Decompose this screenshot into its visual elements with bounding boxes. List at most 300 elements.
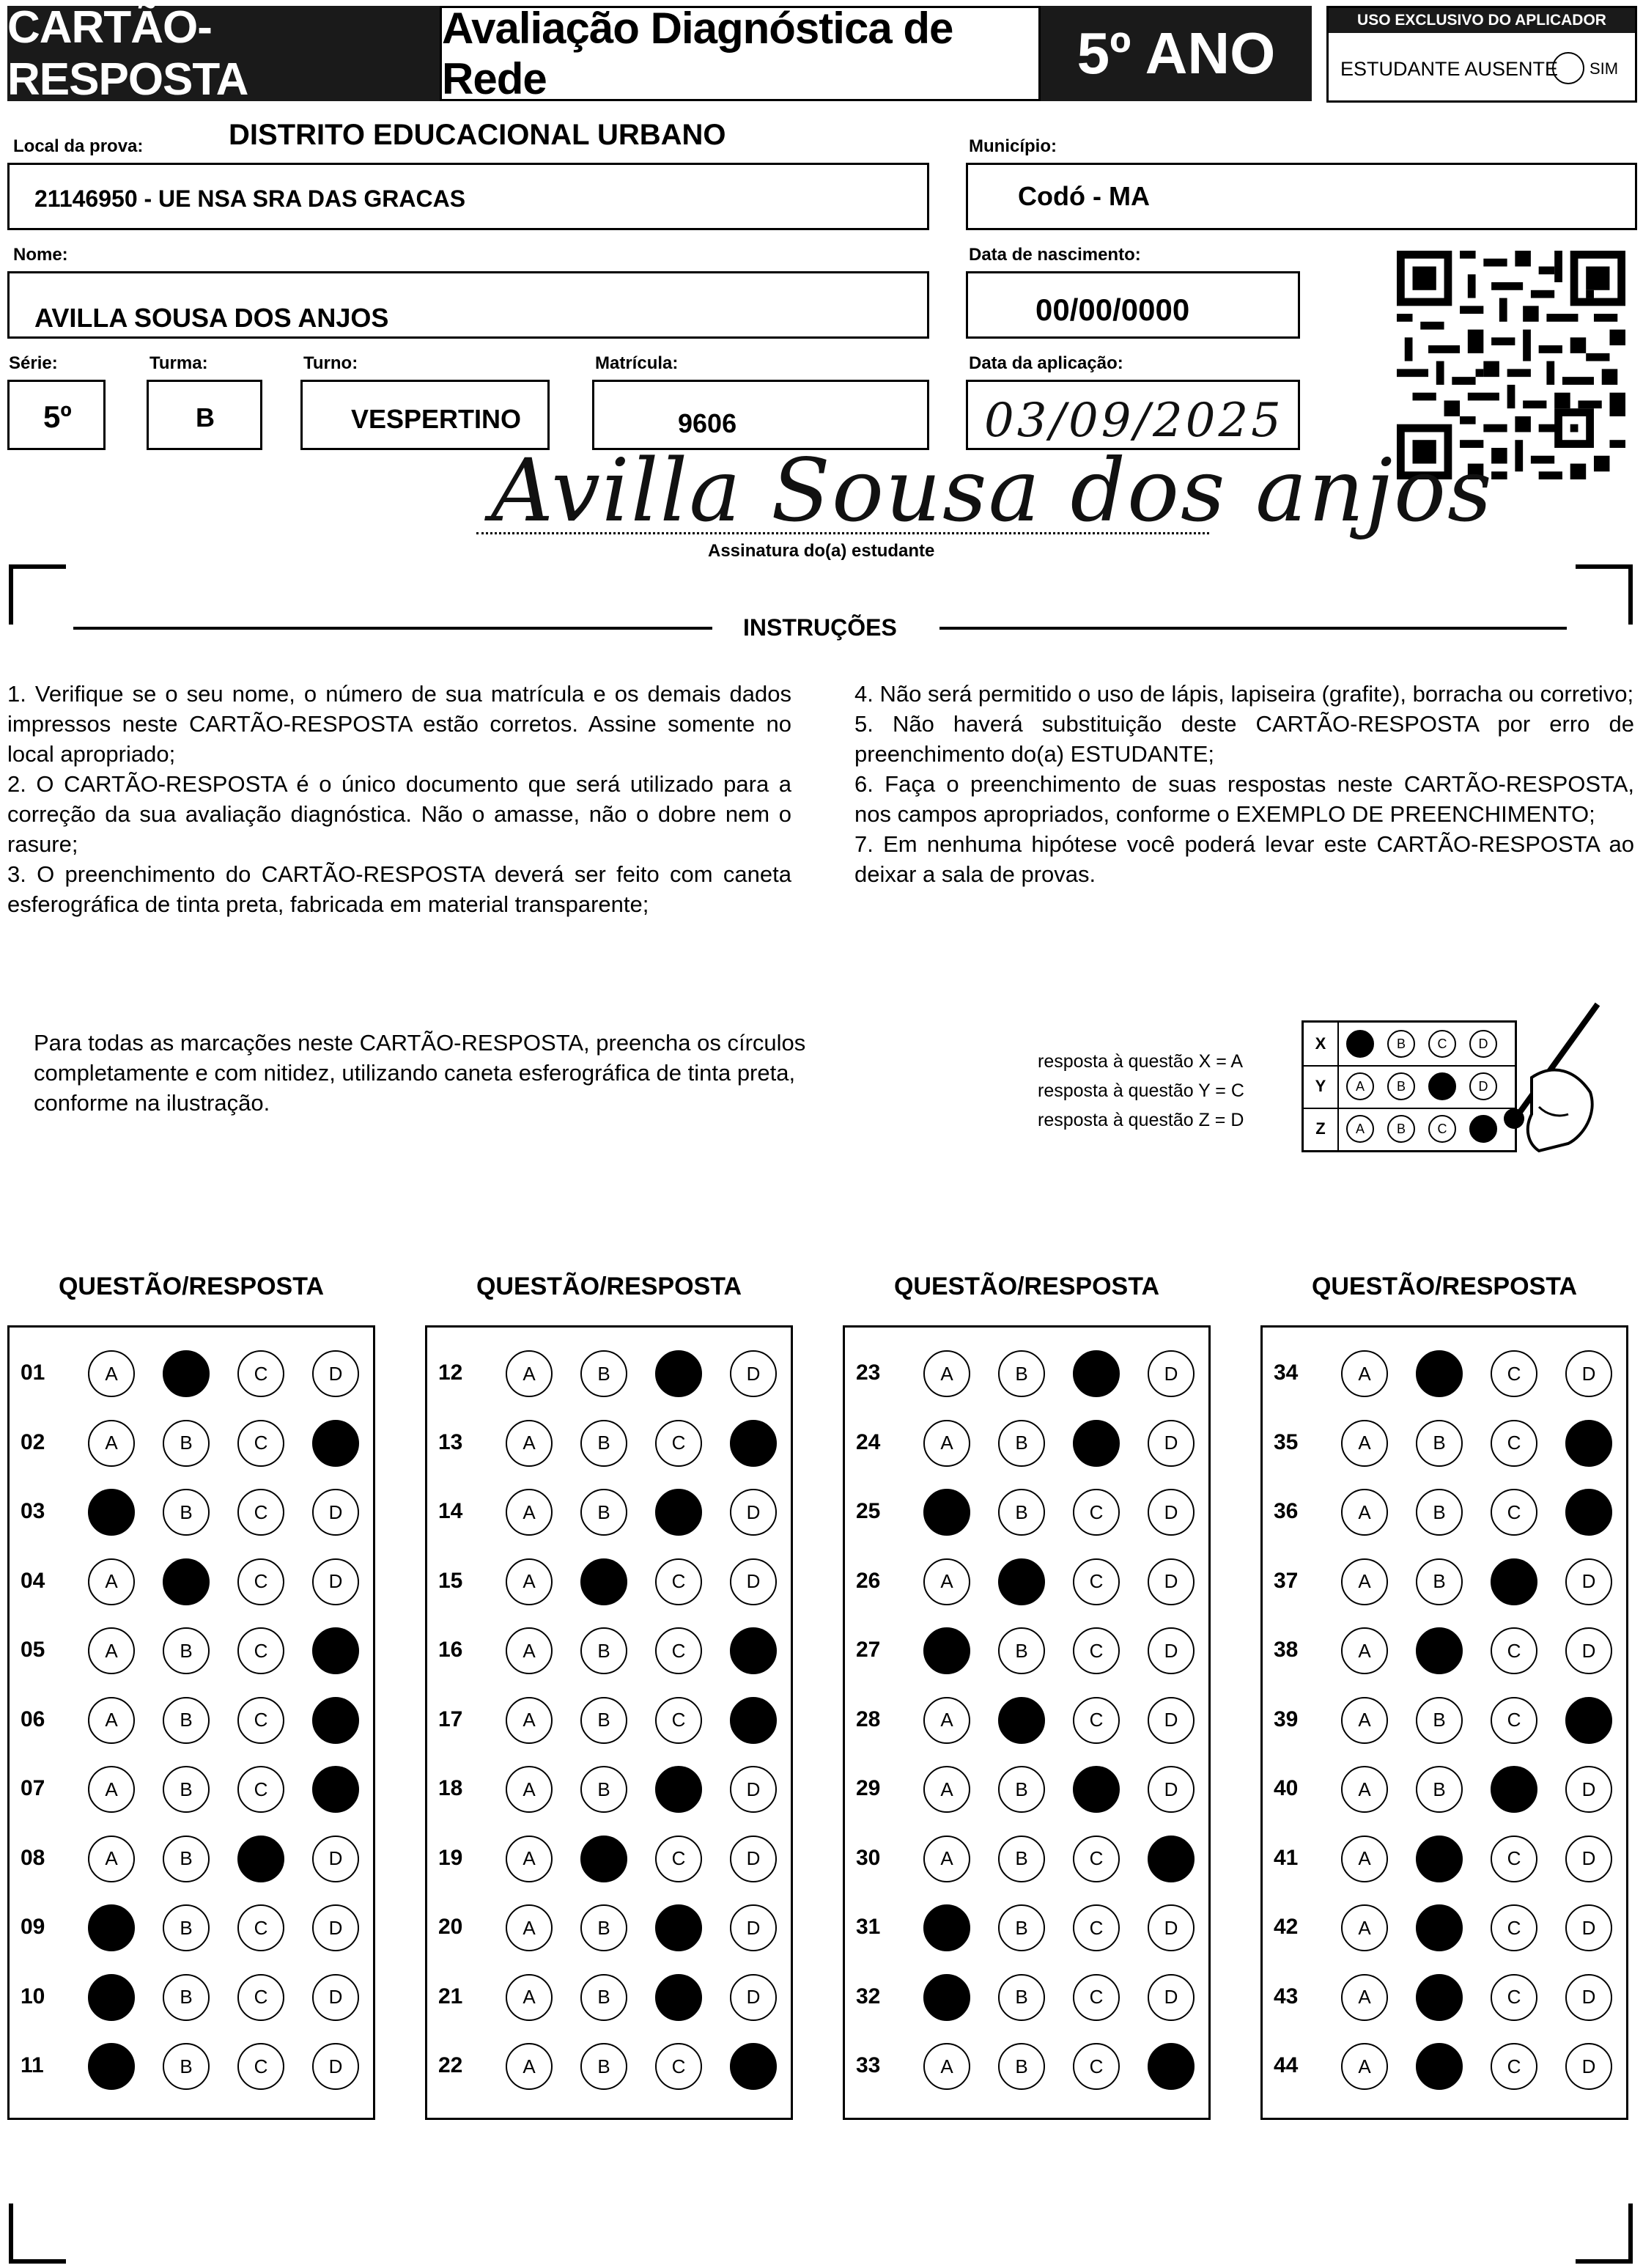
example-question-label: Z [1315,1119,1326,1138]
corner-tl-h [9,564,66,569]
answer-bubble-d[interactable]: D [312,1489,359,1536]
answer-bubble-d[interactable]: D [730,1836,777,1882]
corner-bl-h [9,2259,66,2264]
answer-bubble-b[interactable]: B [580,1489,627,1536]
question-number: 10 [21,1984,45,2009]
question-number: 41 [1274,1845,1299,1870]
instructions-rule-right [939,627,1567,630]
answer-bubble-d[interactable]: D [312,1558,359,1605]
answer-bubble-a[interactable]: A [506,1766,553,1813]
instructions-right [854,679,1634,889]
corner-tr-v [1628,564,1633,625]
turma-value: B [196,402,215,432]
example-bubble-a: A [1346,1072,1374,1100]
question-number: 27 [856,1638,881,1662]
answer-bubble-c[interactable] [655,1904,702,1951]
question-number: 23 [856,1361,881,1385]
answer-bubble-d[interactable]: D [1148,1697,1195,1744]
serie-label: Série: [9,353,58,373]
question-number: 08 [21,1845,45,1870]
answer-bubble-d[interactable] [730,1420,777,1467]
answer-bubble-a[interactable]: A [923,1350,970,1397]
answer-bubble-a[interactable] [923,1627,970,1674]
question-number: 04 [21,1568,45,1593]
answer-bubble-c[interactable] [1073,1766,1120,1813]
answer-bubble-c[interactable]: C [237,1766,284,1813]
answer-bubble-a[interactable]: A [1341,2043,1388,2090]
turno-label: Turno: [303,353,358,373]
signature-label: Assinatura do(a) estudante [708,541,935,561]
nascimento-value: 00/00/0000 [1035,292,1190,327]
applicator-box [1326,6,1637,103]
municipio-field [966,163,1637,230]
answer-bubble-d[interactable] [730,1627,777,1674]
instruction-4: 4. Não será permitido o uso de lápis, lapiseira (grafite), borracha ou corretivo; [854,681,1634,707]
question-number: 18 [438,1776,463,1800]
municipio-label: Município: [969,136,1057,156]
answer-bubble-a[interactable]: A [88,1558,135,1605]
serie-field [7,380,106,450]
answer-bubble-c[interactable]: C [237,1420,284,1467]
example-bubble-b: B [1387,1030,1415,1058]
question-number: 26 [856,1568,881,1593]
answer-bubble-c[interactable]: C [655,1697,702,1744]
answer-bubble-d[interactable]: D [730,1350,777,1397]
local-label: Local da prova: [13,136,144,156]
answer-bubble-a[interactable]: A [506,1489,553,1536]
applicator-label: USO EXCLUSIVO DO APLICADOR [1329,8,1635,33]
example-question-label: X [1315,1034,1326,1053]
answer-bubble-c[interactable] [655,1766,702,1813]
instruction-1: 1. Verifique se o seu nome, o número de sua matrícula e os demais dados impressos neste CARTÃO-RESPOSTA estão corretos. Assine somente no local apropriado; [7,681,791,767]
answer-bubble-c[interactable]: C [237,2043,284,2090]
example-question-label: Y [1315,1077,1326,1095]
answer-bubble-c[interactable]: C [655,2043,702,2090]
answer-bubble-c[interactable]: C [1491,1627,1537,1674]
answer-bubble-b[interactable]: B [1416,1766,1463,1813]
question-number: 43 [1274,1984,1299,2009]
example-bubble-b: B [1387,1115,1415,1143]
local-field [7,163,929,230]
answer-bubble-b[interactable]: B [1416,1489,1463,1536]
answer-column-header: QUESTÃO/RESPOSTA [476,1273,742,1300]
question-number: 44 [1274,2053,1299,2077]
question-number: 17 [438,1706,463,1731]
question-number: 07 [21,1776,45,1800]
answer-bubble-a[interactable] [923,1904,970,1951]
answer-bubble-d[interactable]: D [1565,1904,1612,1951]
aplicacao-value: 03/09/2025 [984,394,1284,448]
fill-note: Para todas as marcações neste CARTÃO-RESPOSTA, preencha os círculos completamente e com nitidez, utilizando caneta esferográfica de tinta preta, conforme na ilustração. [34,1030,806,1116]
answer-bubble-c[interactable] [1073,1350,1120,1397]
answer-bubble-b[interactable]: B [163,1697,210,1744]
answer-bubble-d[interactable]: D [1148,1627,1195,1674]
question-number: 37 [1274,1568,1299,1593]
question-number: 20 [438,1915,463,1939]
answer-bubble-b[interactable]: B [163,2043,210,2090]
matricula-value: 9606 [678,408,737,438]
answer-bubble-d[interactable] [730,1697,777,1744]
answer-bubble-a[interactable]: A [1341,1420,1388,1467]
turno-value: VESPERTINO [351,404,522,434]
answer-bubble-b[interactable]: B [163,1627,210,1674]
answer-bubble-b[interactable] [1416,1974,1463,2021]
answer-bubble-a[interactable]: A [923,1558,970,1605]
answer-bubble-c[interactable]: C [1073,1974,1120,2021]
answer-bubble-d[interactable]: D [312,1836,359,1882]
answer-bubble-c[interactable]: C [237,1558,284,1605]
answer-bubble-a[interactable]: A [88,1420,135,1467]
answer-bubble-d[interactable]: D [730,1558,777,1605]
answer-bubble-d[interactable]: D [730,1904,777,1951]
answer-bubble-c[interactable] [237,1836,284,1882]
question-number: 01 [21,1361,45,1385]
card-title: CARTÃO-RESPOSTA [7,2,248,105]
answer-bubble-c[interactable]: C [655,1420,702,1467]
example-bubble-b: B [1387,1072,1415,1100]
example-line-z: resposta à questão Z = D [1038,1110,1244,1130]
answer-bubble-b[interactable] [1416,1627,1463,1674]
answer-bubble-d[interactable] [1565,1489,1612,1536]
answer-bubble-b[interactable]: B [163,1489,210,1536]
answer-bubble-a[interactable]: A [506,1697,553,1744]
question-number: 42 [1274,1915,1299,1939]
answer-bubble-a[interactable] [923,1974,970,2021]
example-table [1302,1020,1517,1152]
answer-bubble-b[interactable] [1416,1904,1463,1951]
answer-bubble-c[interactable]: C [1491,1489,1537,1536]
answer-bubble-b[interactable] [1416,1836,1463,1882]
signature: Avilla Sousa dos anjos [491,440,1494,541]
answer-bubble-a[interactable] [923,1489,970,1536]
instructions-rule-left [73,627,712,630]
answer-bubble-d[interactable]: D [1148,1766,1195,1813]
answer-bubble-c[interactable]: C [1073,1489,1120,1536]
instruction-6: 6. Faça o preenchimento de suas respostas neste CARTÃO-RESPOSTA, nos campos apropriados, conforme o EXEMPLO DE PREENCHIMENTO; [854,771,1634,827]
example-bubble-c [1428,1072,1456,1100]
answer-bubble-c[interactable] [1491,1766,1537,1813]
answer-bubble-c[interactable]: C [655,1836,702,1882]
answer-bubble-c[interactable] [655,1974,702,2021]
question-number: 35 [1274,1429,1299,1454]
answer-bubble-d[interactable]: D [1148,1420,1195,1467]
answer-bubble-c[interactable]: C [237,1627,284,1674]
question-number: 33 [856,2053,881,2077]
answer-bubble-d[interactable]: D [1565,1350,1612,1397]
example-bubble-c: C [1428,1115,1456,1143]
example-line-y: resposta à questão Y = C [1038,1080,1244,1101]
question-number: 39 [1274,1706,1299,1731]
question-number: 30 [856,1845,881,1870]
answer-bubble-c[interactable]: C [1491,1420,1537,1467]
example-line-x: resposta à questão X = A [1038,1051,1244,1072]
answer-bubble-b[interactable]: B [580,1350,627,1397]
question-number: 13 [438,1429,463,1454]
turma-field [147,380,262,450]
answer-bubble-b[interactable] [580,1558,627,1605]
answer-bubble-b[interactable]: B [580,1766,627,1813]
answer-bubble-d[interactable]: D [312,1350,359,1397]
answer-bubble-a[interactable]: A [506,1627,553,1674]
answer-bubble-d[interactable]: D [1565,2043,1612,2090]
instructions-title: INSTRUÇÕES [743,614,897,641]
answer-bubble-d[interactable]: D [1148,1558,1195,1605]
answer-bubble-d[interactable]: D [1148,1489,1195,1536]
pen-hand-icon [1488,997,1612,1173]
answer-bubble-c[interactable] [1491,1558,1537,1605]
local-value: 21146950 - UE NSA SRA DAS GRACAS [34,185,466,212]
answer-bubble-a[interactable]: A [506,1974,553,2021]
question-number: 11 [21,2053,44,2077]
answer-column-header: QUESTÃO/RESPOSTA [893,1273,1160,1300]
question-number: 14 [438,1499,463,1523]
answer-bubble-d[interactable]: D [312,1974,359,2021]
answer-bubble-a[interactable]: A [88,1766,135,1813]
answer-bubble-c[interactable]: C [655,1558,702,1605]
answer-bubble-a[interactable]: A [1341,1697,1388,1744]
answer-bubble-c[interactable]: C [1491,1974,1537,2021]
answer-bubble-d[interactable]: D [312,1904,359,1951]
answer-bubble-d[interactable]: D [1148,1974,1195,2021]
turma-label: Turma: [149,353,208,373]
answer-bubble-d[interactable] [1148,2043,1195,2090]
answer-bubble-b[interactable]: B [580,2043,627,2090]
question-number: 09 [21,1915,45,1939]
answer-bubble-d[interactable]: D [730,1974,777,2021]
corner-tr-h [1576,564,1633,569]
answer-bubble-a[interactable]: A [506,1420,553,1467]
answer-bubble-d[interactable] [312,1766,359,1813]
question-number: 02 [21,1429,45,1454]
answer-bubble-c[interactable]: C [1491,1697,1537,1744]
example-bubble-d: D [1469,1030,1497,1058]
nome-field [7,271,929,339]
question-number: 29 [856,1776,881,1800]
answer-bubble-d[interactable]: D [1148,1904,1195,1951]
answer-bubble-b[interactable]: B [998,1420,1045,1467]
answer-bubble-a[interactable]: A [88,1836,135,1882]
answer-bubble-a[interactable]: A [506,1904,553,1951]
answer-bubble-b[interactable] [1416,2043,1463,2090]
answer-bubble-c[interactable]: C [1491,1350,1537,1397]
answer-bubble-c[interactable]: C [1491,2043,1537,2090]
answer-bubble-b[interactable]: B [998,1904,1045,1951]
answer-bubble-b[interactable] [1416,1350,1463,1397]
answer-bubble-b[interactable]: B [163,1836,210,1882]
card-title-bar [7,2,440,105]
answer-bubble-a[interactable]: A [506,1558,553,1605]
answer-bubble-a[interactable]: A [506,2043,553,2090]
question-number: 38 [1274,1638,1299,1662]
answer-bubble-d[interactable] [1565,1420,1612,1467]
answer-bubble-b[interactable]: B [998,1974,1045,2021]
answer-bubble-a[interactable]: A [923,1697,970,1744]
answer-bubble-a[interactable] [88,1489,135,1536]
absent-label: ESTUDANTE AUSENTE [1340,58,1559,80]
answer-bubble-c[interactable]: C [1073,2043,1120,2090]
answer-bubble-c[interactable]: C [1073,1904,1120,1951]
grade-label: 5º ANO [1077,21,1276,86]
answer-bubble-b[interactable]: B [580,1904,627,1951]
answer-bubble-a[interactable]: A [88,1350,135,1397]
answer-bubble-a[interactable]: A [1341,1904,1388,1951]
answer-bubble-d[interactable]: D [1565,1558,1612,1605]
nome-value: AVILLA SOUSA DOS ANJOS [34,303,389,333]
answer-bubble-a[interactable] [88,1974,135,2021]
answer-bubble-c[interactable] [655,1350,702,1397]
example-bubble-c: C [1428,1030,1456,1058]
answer-bubble-b[interactable]: B [998,1489,1045,1536]
instruction-3: 3. O preenchimento do CARTÃO-RESPOSTA deverá ser feito com caneta esferográfica de tinta preta, fabricada em material transparente; [7,861,791,917]
answer-bubble-d[interactable] [1565,1697,1612,1744]
answer-bubble-a[interactable]: A [923,1766,970,1813]
answer-bubble-b[interactable]: B [163,1904,210,1951]
answer-bubble-a[interactable] [88,1904,135,1951]
answer-bubble-b[interactable]: B [163,1420,210,1467]
example-lines [1038,1047,1272,1135]
answer-bubble-b[interactable]: B [163,1766,210,1813]
answer-bubble-b[interactable]: B [580,1697,627,1744]
answer-bubble-b[interactable]: B [580,1974,627,2021]
answer-bubble-b[interactable]: B [1416,1420,1463,1467]
matricula-label: Matrícula: [595,353,679,373]
question-number: 19 [438,1845,463,1870]
absent-option: SIM [1590,59,1619,78]
answer-bubble-b[interactable]: B [1416,1697,1463,1744]
question-number: 28 [856,1706,881,1731]
answer-bubble-b[interactable]: B [998,1627,1045,1674]
answer-bubble-a[interactable]: A [506,1350,553,1397]
answer-bubble-d[interactable]: D [730,1489,777,1536]
answer-bubble-b[interactable]: B [998,1766,1045,1813]
answer-bubble-b[interactable] [998,1697,1045,1744]
answer-bubble-c[interactable]: C [237,1350,284,1397]
question-number: 05 [21,1638,45,1662]
signature-line [476,532,1209,534]
exam-title: Avaliação Diagnóstica de Rede [442,4,953,103]
answer-bubble-c[interactable]: C [1073,1627,1120,1674]
answer-bubble-c[interactable]: C [1073,1836,1120,1882]
answer-bubble-a[interactable]: A [1341,1558,1388,1605]
answer-bubble-c[interactable] [655,1489,702,1536]
answer-bubble-d[interactable] [312,1697,359,1744]
answer-bubble-d[interactable] [730,2043,777,2090]
answer-bubble-a[interactable]: A [88,1697,135,1744]
question-number: 36 [1274,1499,1299,1523]
answer-bubble-a[interactable]: A [1341,1627,1388,1674]
answer-bubble-a[interactable]: A [1341,1350,1388,1397]
answer-bubble-b[interactable]: B [580,1420,627,1467]
nascimento-label: Data de nascimento: [969,245,1141,265]
answer-bubble-a[interactable]: A [506,1836,553,1882]
answer-bubble-d[interactable]: D [1565,1766,1612,1813]
question-number: 21 [438,1984,463,2009]
answer-bubble-c[interactable]: C [1491,1836,1537,1882]
answer-bubble-d[interactable] [1148,1836,1195,1882]
question-number: 25 [856,1499,881,1523]
answer-bubble-a[interactable]: A [88,1627,135,1674]
answer-bubble-a[interactable]: A [1341,1836,1388,1882]
question-number: 12 [438,1361,463,1385]
answer-bubble-c[interactable]: C [1491,1904,1537,1951]
answer-bubble-a[interactable]: A [923,1836,970,1882]
answer-bubble-b[interactable] [580,1836,627,1882]
example-bubble-a [1346,1030,1374,1058]
answer-bubble-a[interactable]: A [923,2043,970,2090]
answer-bubble-b[interactable] [998,1558,1045,1605]
answer-bubble-c[interactable]: C [237,1904,284,1951]
answer-bubble-d[interactable]: D [730,1766,777,1813]
answer-bubble-d[interactable]: D [1148,1350,1195,1397]
corner-br-v [1628,2203,1633,2264]
answer-bubble-d[interactable] [312,1420,359,1467]
serie-value: 5º [43,400,72,434]
absent-checkbox[interactable] [1552,52,1584,84]
answer-bubble-a[interactable]: A [1341,1489,1388,1536]
aplicacao-label: Data da aplicação: [969,353,1123,373]
question-number: 16 [438,1638,463,1662]
question-number: 15 [438,1568,463,1593]
question-number: 31 [856,1915,881,1939]
answer-bubble-c[interactable]: C [1073,1558,1120,1605]
answer-bubble-b[interactable]: B [998,2043,1045,2090]
answer-bubble-d[interactable] [312,1627,359,1674]
exam-title-box [440,6,1041,101]
example-bubble-a: A [1346,1115,1374,1143]
answer-bubble-c[interactable]: C [655,1627,702,1674]
answer-bubble-a[interactable] [88,2043,135,2090]
answer-bubble-c[interactable]: C [1073,1697,1120,1744]
corner-br-h [1576,2259,1633,2264]
question-number: 03 [21,1499,45,1523]
answer-bubble-b[interactable] [163,1558,210,1605]
answer-bubble-d[interactable]: D [1565,1974,1612,2021]
question-number: 22 [438,2053,463,2077]
answer-bubble-b[interactable] [163,1350,210,1397]
corner-tl-v [9,564,13,625]
answer-bubble-b[interactable]: B [163,1974,210,2021]
nascimento-field [966,271,1300,339]
answer-column-header: QUESTÃO/RESPOSTA [1311,1273,1578,1300]
answer-bubble-c[interactable] [1073,1420,1120,1467]
answer-bubble-c[interactable]: C [237,1974,284,2021]
example-bubble-d: D [1469,1072,1497,1100]
question-number: 34 [1274,1361,1299,1385]
nome-label: Nome: [13,245,68,265]
answer-bubble-a[interactable]: A [1341,1766,1388,1813]
answer-bubble-a[interactable]: A [923,1420,970,1467]
answer-bubble-a[interactable]: A [1341,1974,1388,2021]
answer-bubble-b[interactable]: B [998,1350,1045,1397]
answer-bubble-b[interactable]: B [1416,1558,1463,1605]
grade-box [1041,6,1312,101]
corner-bl-v [9,2203,13,2264]
answer-bubble-d[interactable]: D [1565,1836,1612,1882]
answer-bubble-c[interactable]: C [237,1697,284,1744]
question-number: 40 [1274,1776,1299,1800]
municipio-value: Codó - MA [1018,181,1150,211]
answer-bubble-d[interactable]: D [312,2043,359,2090]
answer-bubble-d[interactable]: D [1565,1627,1612,1674]
answer-bubble-b[interactable]: B [998,1836,1045,1882]
instruction-2: 2. O CARTÃO-RESPOSTA é o único documento que será utilizado para a correção da sua avaliação diagnóstica. Não o amasse, não o dobre nem o rasure; [7,771,791,857]
question-number: 24 [856,1429,881,1454]
answer-bubble-c[interactable]: C [237,1489,284,1536]
instruction-7: 7. Em nenhuma hipótese você poderá levar este CARTÃO-RESPOSTA ao deixar a sala de provas. [854,831,1634,887]
answer-column-header: QUESTÃO/RESPOSTA [58,1273,325,1300]
district-name: DISTRITO EDUCACIONAL URBANO [229,119,726,151]
answer-bubble-b[interactable]: B [580,1627,627,1674]
